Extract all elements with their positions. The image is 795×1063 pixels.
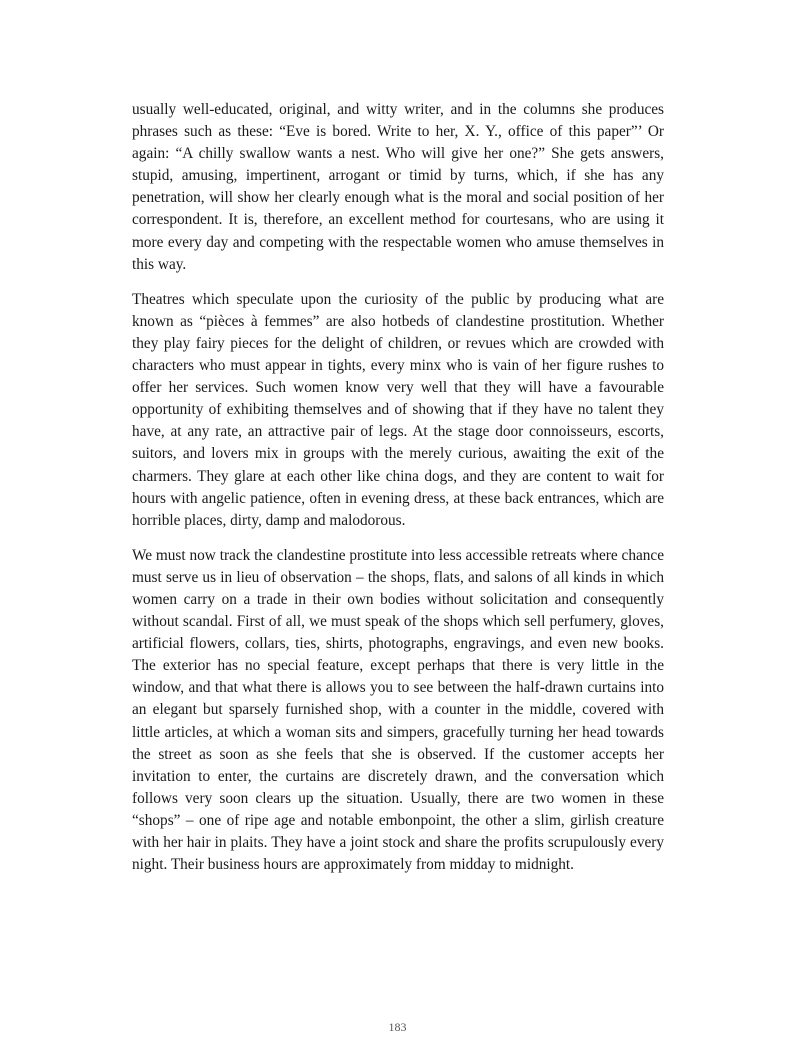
body-text	[132, 99, 664, 889]
paragraph-1: usually well-educated, original, and witty writer, and in the columns she produces phrases such as these: “Eve is bored. Write to her, X. Y., office of this paper”’ Or again: “A chilly swallow wants a nest. Who will give her one?” She gets answers, stupid, amusing, impertinent, arrogant or timid by turns, which, if she has any penetration, will show her clearly enough what is the moral and social position of her correspondent. It is, therefore, an excellent method for courtesans, who are using it more every day and competing with the respectable women who amuse themselves in this way.	[132, 101, 664, 273]
paragraph-2: Theatres which speculate upon the curiosity of the public by producing what are known as “pièces à femmes” are also hotbeds of clandestine prostitution. Whether they play fairy pieces for the delight of children, or revues which are crowded with characters who must appear in tights, every minx who is vain of her figure rushes to offer her services. Such women know very well that they will have a favourable opportunity of exhibiting themselves and of showing that if they have no talent they have, at any rate, an attractive pair of legs. At the stage door connoisseurs, escorts, suitors, and lovers mix in groups with the merely curious, awaiting the exit of the charmers. They glare at each other like china dogs, and they are content to wait for hours with angelic patience, often in evening dress, at these back entrances, which are horrible places, dirty, damp and malodorous.	[132, 290, 664, 529]
paragraph-3: We must now track the clandestine prostitute into less accessible retreats where chance must serve us in lieu of observation – the shops, flats, and salons of all kinds in which women carry on a trade in their own bodies without solicitation and consequently without scandal. First of all, we must speak of the shops which sell perfumery, gloves, artificial flowers, collars, ties, shirts, photographs, engravings, and even new books. The exterior has no special feature, except perhaps that there is very little in the window, and that what there is allows you to see between the half-drawn curtains into an elegant but sparsely furnished shop, with a counter in the middle, covered with little articles, at which a woman sits and simpers, gracefully turning her head towards the street as soon as she feels that she is observed. If the customer accepts her invitation to enter, the curtains are discretely drawn, and the conversation which follows very soon clears up the situation. Usually, there are two women in these “shops” – one of ripe age and notable embonpoint, the other a slim, girlish creature with her hair in plaits. They have a joint stock and share the profits scrupulously every night. Their business hours are approximately from midday to midnight.	[132, 546, 664, 874]
page-number: 183	[388, 1020, 407, 1034]
